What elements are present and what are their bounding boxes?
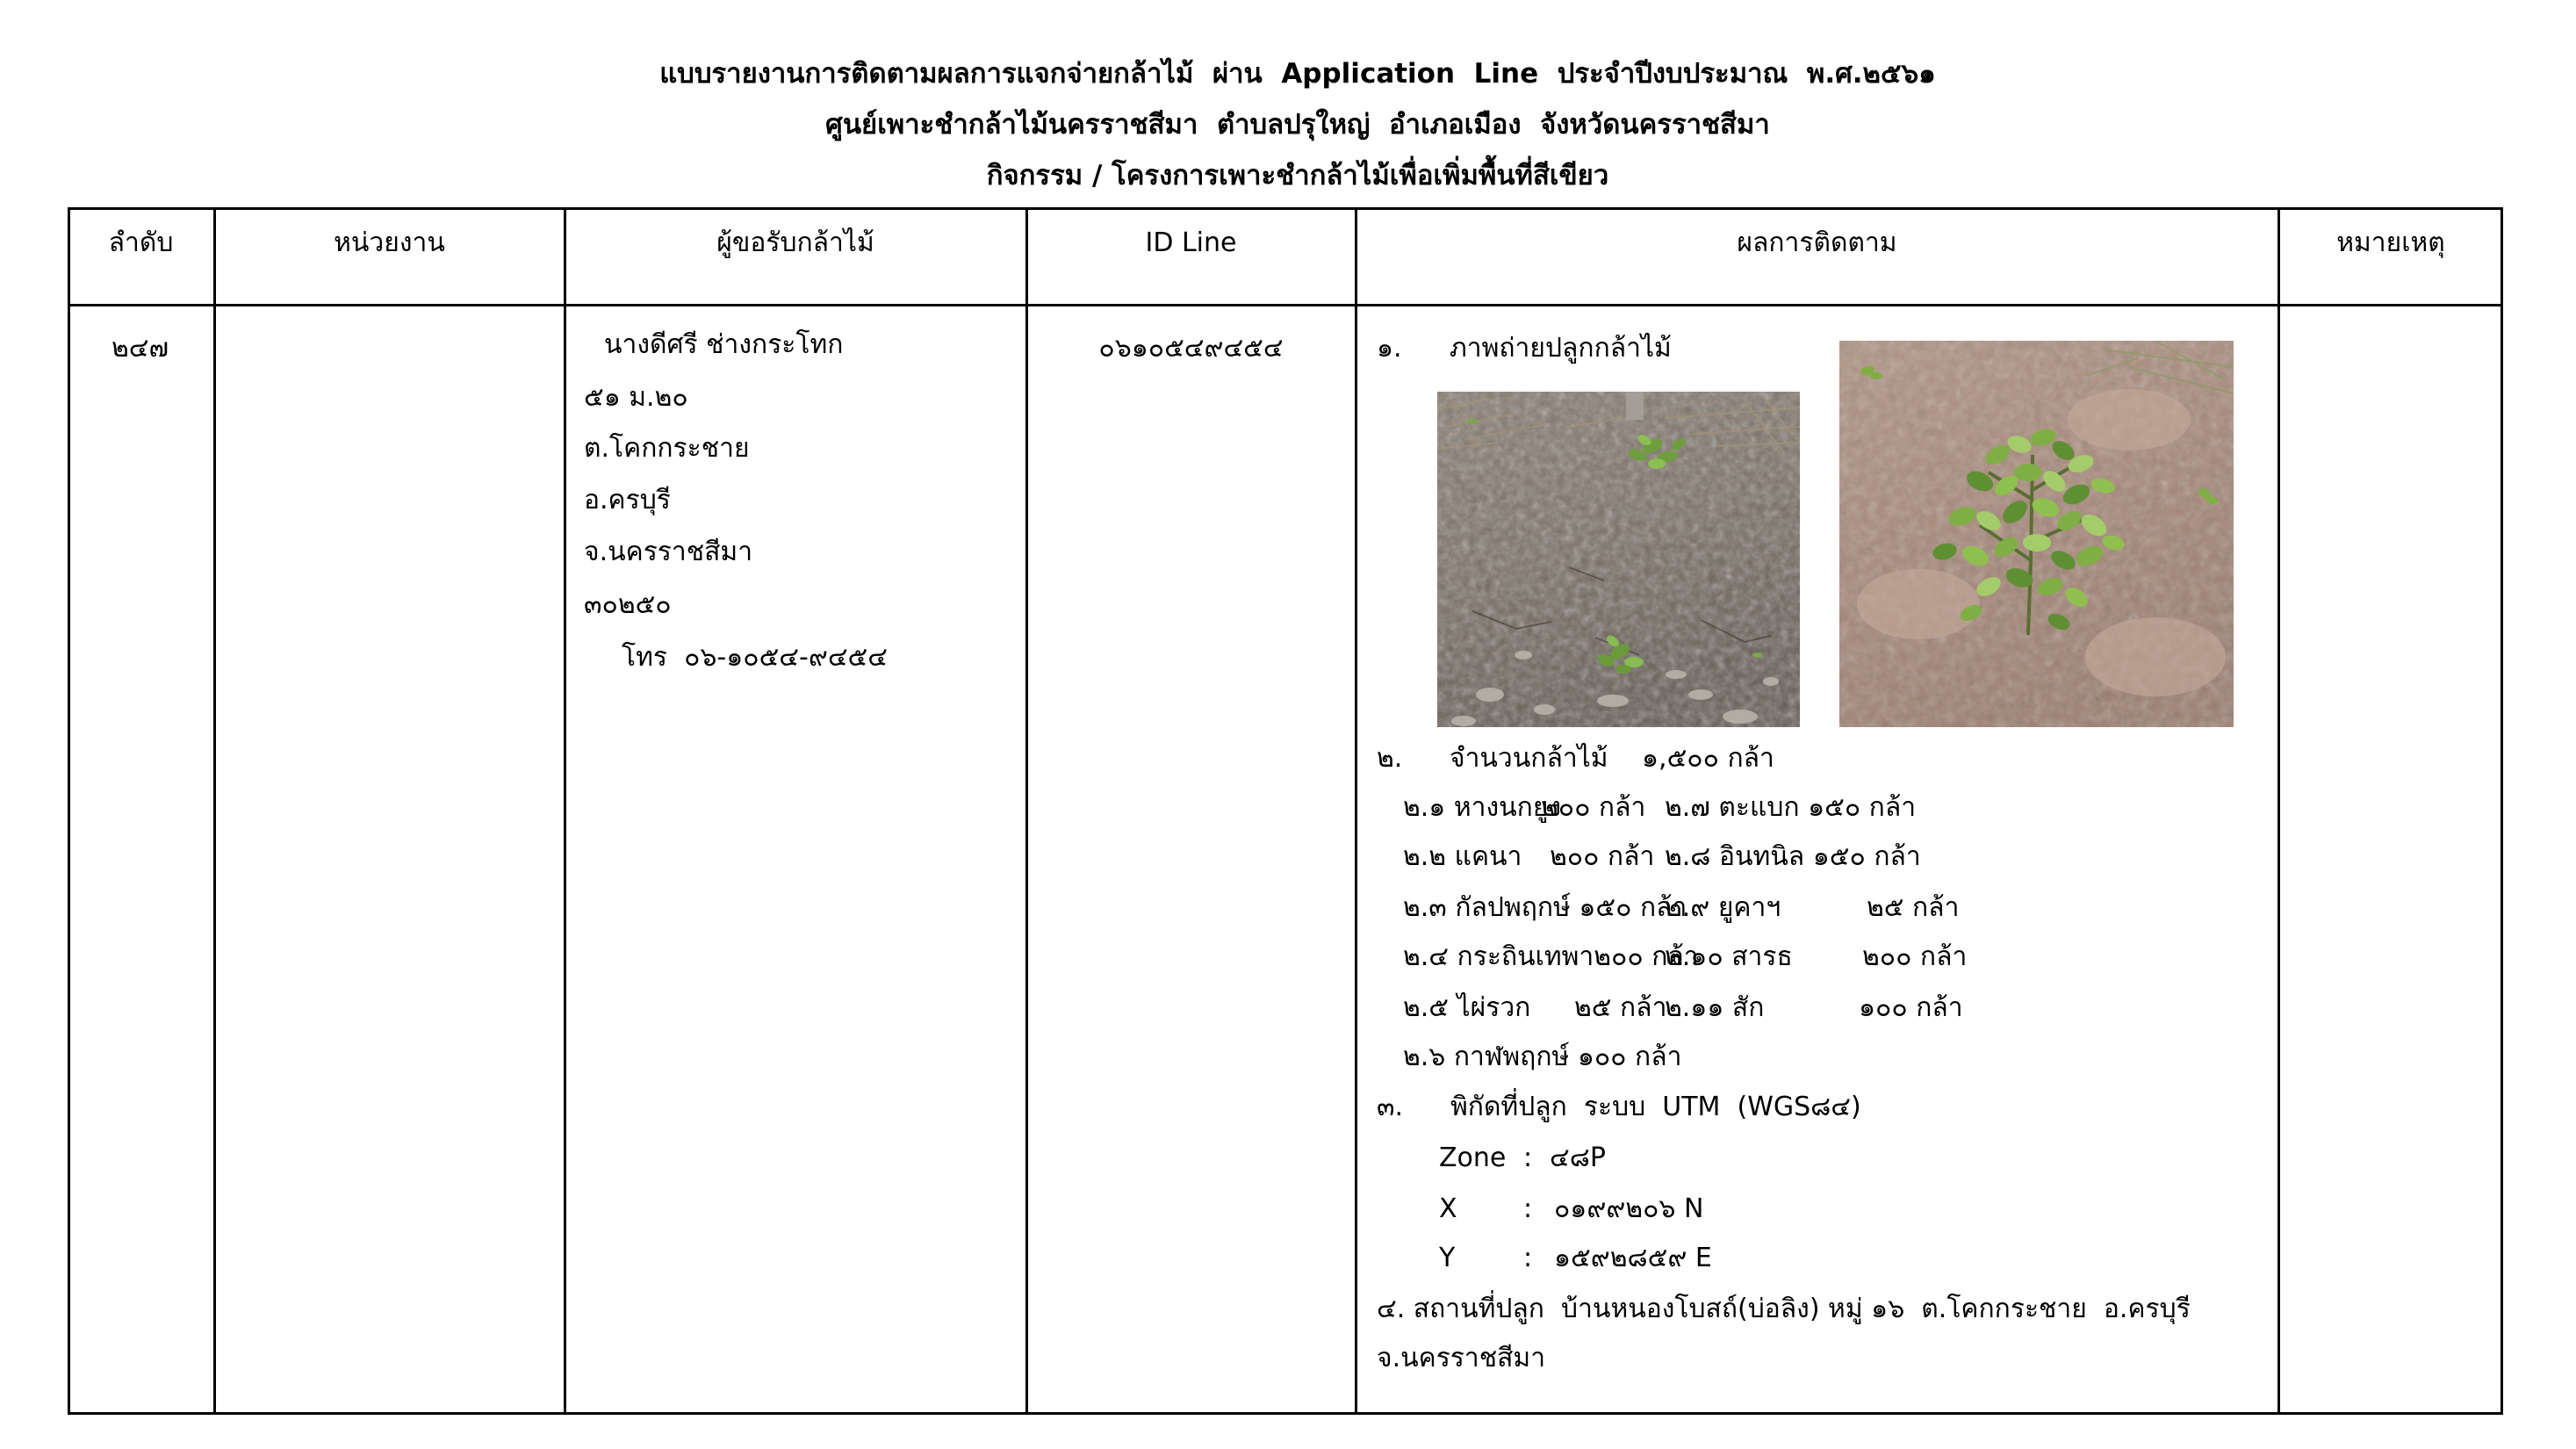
species-left: ๒.๒ แคนา: [1403, 841, 1522, 872]
zone-separator: :: [1523, 1143, 1533, 1173]
species-right: ๒.๘ อินทนิล ๑๕๐ กล้า: [1665, 841, 1921, 872]
column-divider: [213, 207, 216, 1415]
species-right-qty: ๒๐๐ กล้า: [1862, 941, 1968, 972]
result-3-label: พิกัดที่ปลูก ระบบ UTM (WGS๘๔): [1450, 1092, 1861, 1122]
recipient-province: จ.นครราชสีมา: [584, 537, 753, 567]
x-separator: :: [1523, 1193, 1533, 1224]
header-remark: หมายเหตุ: [2336, 227, 2445, 258]
species-right: ๒.๑๐ สารธ: [1665, 941, 1793, 972]
column-divider: [2277, 207, 2280, 1415]
recipient-house: ๕๑ ม.๒๐: [584, 382, 688, 413]
species-left: ๒.๔ กระถินเทพา๒๐๐ กล้า: [1403, 941, 1699, 972]
column-divider: [1025, 207, 1028, 1415]
header-recipient: ผู้ขอรับกล้าไม้: [716, 227, 874, 258]
species-left-qty: ๒๕ กล้า: [1574, 992, 1667, 1023]
result-2-total: ๑,๕๐๐ กล้า: [1642, 743, 1774, 774]
column-divider: [564, 207, 566, 1415]
species-right-qty: ๒๕ กล้า: [1867, 892, 1960, 923]
header-seq: ลำดับ: [108, 227, 174, 258]
species-left: ๒.๓ กัลปพฤกษ์ ๑๕๐ กล้า: [1403, 892, 1687, 923]
species-right: ๒.๑๑ สัก: [1665, 992, 1765, 1023]
y-label: Y: [1439, 1243, 1456, 1273]
result-1-label: ภาพถ่ายปลูกกล้าไม้: [1450, 333, 1672, 364]
zone-label: Zone: [1439, 1143, 1507, 1173]
y-value: ๑๕๙๒๘๕๙ E: [1554, 1243, 1712, 1273]
header-id-line: ID Line: [1145, 227, 1237, 258]
species-left-qty: ๒๐๐ กล้า: [1541, 792, 1646, 823]
species-right-qty: ๑๐๐ กล้า: [1859, 992, 1963, 1023]
species-left: ๒.๑ หางนกยูง: [1403, 792, 1562, 823]
species-left-qty: ๒๐๐ กล้า: [1550, 841, 1655, 872]
recipient-district: อ.ครบุรี: [584, 485, 671, 515]
y-separator: :: [1523, 1243, 1533, 1273]
result-2-label: จำนวนกล้าไม้: [1450, 743, 1608, 774]
recipient-postcode: ๓๐๒๕๐: [584, 589, 672, 620]
x-label: X: [1439, 1193, 1457, 1224]
planting-photo-1: [1437, 392, 1800, 727]
recipient-subdistrict: ต.โคกกระชาย: [584, 433, 750, 464]
species-right: ๒.๙ ยูคาฯ: [1665, 892, 1781, 923]
column-divider: [1355, 207, 1357, 1415]
result-1-number: ๑.: [1377, 333, 1402, 364]
species-left: ๒.๖ กาฬพฤกษ์ ๑๐๐ กล้า: [1403, 1042, 1682, 1072]
species-right: ๒.๗ ตะแบก ๑๕๐ กล้า: [1665, 792, 1917, 823]
recipient-name: นางดีศรี ช่างกระโทก: [604, 329, 844, 360]
header-divider: [68, 304, 2503, 306]
result-4-location: ๔. สถานที่ปลูก บ้านหนองโบสถ์(บ่อลิง) หมู่ ๑๖ ต.โคกกระชาย อ.ครบุรี: [1377, 1294, 2191, 1324]
header-agency: หน่วยงาน: [334, 227, 445, 258]
x-value: ๐๑๙๙๒๐๖ N: [1554, 1193, 1704, 1224]
tree-trunk: [1626, 392, 1644, 420]
result-4-province: จ.นครราชสีมา: [1377, 1343, 1546, 1373]
species-left: ๒.๕ ไผ่รวก: [1403, 992, 1531, 1023]
planting-photo-2: [1839, 341, 2234, 727]
report-title: แบบรายงานการติดตามผลการแจกจ่ายกล้าไม้ ผ่าน Application Line ประจำปีงบประมาณ พ.ศ.๒๕๖๑: [659, 58, 1936, 90]
recipient-phone: โทร ๐๖-๑๐๕๔-๙๔๕๔: [622, 642, 888, 673]
result-3-number: ๓.: [1377, 1092, 1404, 1122]
report-subtitle-activity: กิจกรรม / โครงการเพาะชำกล้าไม้เพื่อเพิ่มพื้นที่สีเขียว: [986, 160, 1609, 191]
report-subtitle-center: ศูนย์เพาะชำกล้าไม้นครราชสีมา ตำบลปรุใหญ่ อำเภอเมือง จังหวัดนครราชสีมา: [825, 109, 1770, 141]
result-2-number: ๒.: [1377, 743, 1403, 774]
header-results: ผลการติดตาม: [1737, 227, 1897, 258]
zone-value: ๔๘P: [1550, 1143, 1606, 1173]
row-id-line: ๐๖๑๐๕๔๙๔๕๔: [1098, 333, 1284, 364]
row-seq: ๒๔๗: [112, 333, 169, 364]
